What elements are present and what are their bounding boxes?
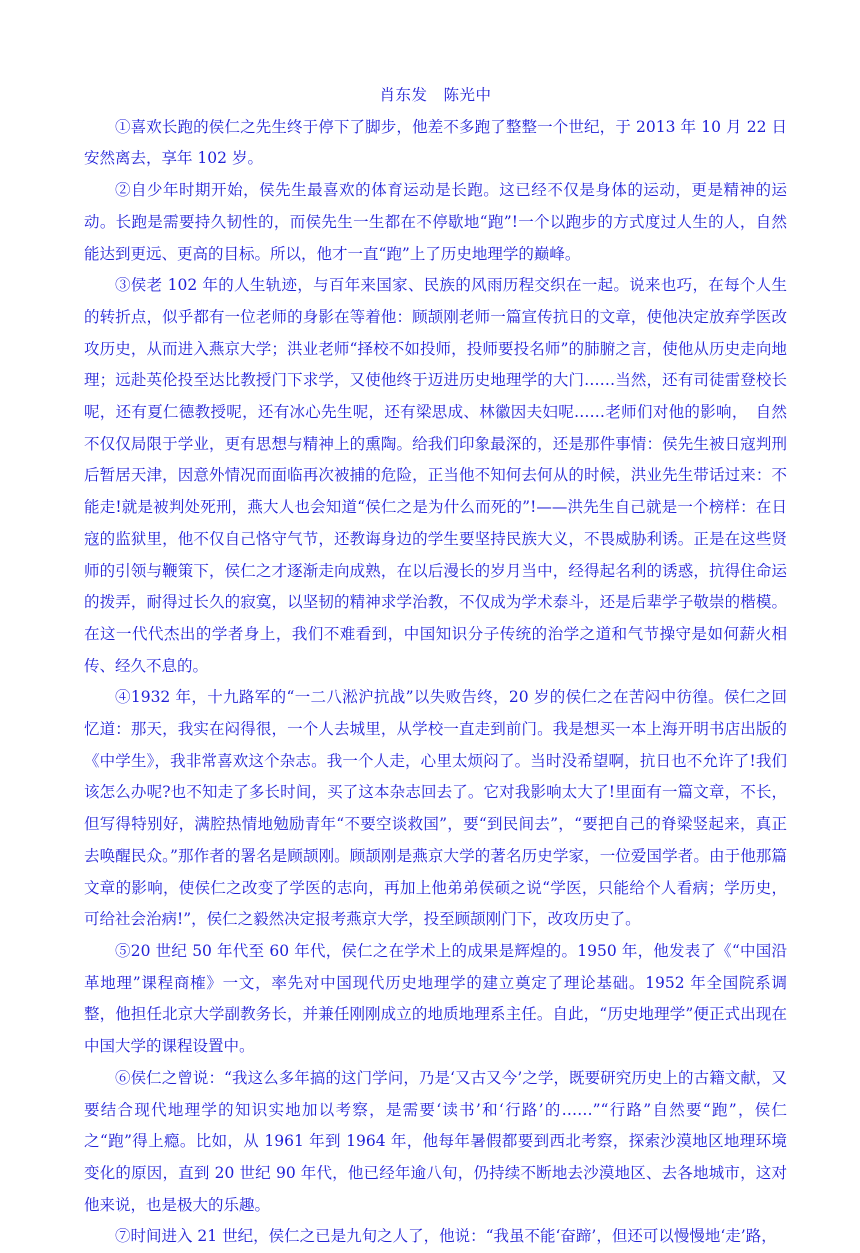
document-page — [84, 80, 787, 1253]
paragraph-6: ⑥侯仁之曾说：“我这么多年搞的这门学问，乃是‘又古又今’之学，既要研究历史上的古籍文献，又要结合现代地理学的知识实地加以考察，是需要‘读书’和‘行路’的……”“行路”自然要“跑”，侯仁之“跑”得上瘾。比如，从 1961 年到 1964 年，他每年暑假都要到西北考察，探索沙漠地区地理环境变化的原因，直到 20 世纪 90 年代，他已经年逾八旬，仍持续不断地去沙漠地区、去各地城市，这对他来说，也是极大的乐趣。 — [84, 1068, 787, 1214]
paragraph-3: ③侯老 102 年的人生轨迹，与百年来国家、民族的风雨历程交织在一起。说来也巧，在每个人生的转折点，似乎都有一位老师的身影在等着他：顾颉刚老师一篇宣传抗日的文章，使他决定放弃学医改攻历史，从而进入燕京大学；洪业老师“择校不如投师，投师要投名师”的肺腑之言，使他从历史走向地理；远赴英伦投至达比教授门下求学，又使他终于迈进历史地理学的大门……当然，还有司徒雷登校长呢，还有夏仁德教授呢，还有冰心先生呢，还有梁思成、林徽因夫妇呢……老师们对他的影响， 自然不仅仅局限于学业，更有思想与精神上的熏陶。给我们印象最深的，还是那件事情：侯先生被日寇判刑后暂居天津，因意外情况而面临再次被捕的危险，正当他不知何去何从的时候，洪业先生带话过来：不能走!就是被判处死刑，燕大人也会知道“侯仁之是为什么而死的”!——洪先生自己就是一个榜样：在日寇的监狱里，他不仅自己恪守气节，还教诲身边的学生要坚持民族大义，不畏威胁利诱。正是在这些贤师的引领与鞭策下，侯仁之才逐渐走向成熟，在以后漫长的岁月当中，经得起名利的诱惑，抗得住命运的拨弄，耐得过长久的寂寞，以坚韧的精神求学治教，不仅成为学术泰斗，还是后辈学子敬崇的楷模。在这一代代杰出的学者身上，我们不难看到，中国知识分子传统的治学之道和气节操守是如何薪火相传、经久不息的。 — [84, 276, 787, 675]
paragraph-5: ⑤20 世纪 50 年代至 60 年代，侯仁之在学术上的成果是辉煌的。1950 年，他发表了《“中国沿革地理”课程商榷》一文，率先对中国现代历史地理学的建立奠定了理论基础。1952 年全国院系调整，他担任北京大学副教务长，并兼任刚刚成立的地质地理系主任。自此，“历史地理学”便正式出现在中国大学的课程设置中。 — [84, 941, 787, 1056]
paragraph-7: ⑦时间进入 21 世纪，侯仁之已是九旬之人了，他说：“我虽不能‘奋蹄’，但还可以慢慢地‘走’路， — [115, 1227, 777, 1246]
paragraph-2: ②自少年时期开始，侯先生最喜欢的体育运动是长跑。这已经不仅是身体的运动，更是精神的运动。长跑是需要持久韧性的，而侯先生一生都在不停歇地“跑”!一个以跑步的方式度过人生的人，自然能达到更远、更高的目标。所以，他才一直“跑”上了历史地理学的巅峰。 — [84, 181, 787, 263]
paragraph-4: ④1932 年，十九路军的“一二八淞沪抗战”以失败告终，20 岁的侯仁之在苦闷中彷徨。侯仁之回忆道：那天，我实在闷得很，一个人去城里，从学校一直走到前门。我是想买一本上海开明书店出版的《中学生》，我非常喜欢这个杂志。我一个人走，心里太烦闷了。当时没希望啊，抗日也不允许了!我们该怎么办呢?也不知走了多长时间，买了这本杂志回去了。它对我影响太大了!里面有一篇文章，不长，但写得特别好，满腔热情地勉励青年“不要空谈救国”，要“到民间去”，“要把自己的脊梁竖起来，真正去唤醒民众。”那作者的署名是顾颉刚。顾颉刚是燕京大学的著名历史学家，一位爱国学者。由于他那篇文章的影响，使侯仁之改变了学医的志向，再加上他弟弟侯硕之说“学医，只能给个人看病；学历史，可给社会治病!”，侯仁之毅然决定报考燕京大学，投至顾颉刚门下，改攻历史了。 — [84, 688, 787, 929]
paragraph-1: ①喜欢长跑的侯仁之先生终于停下了脚步，他差不多跑了整整一个世纪，于 2013 年 10 月 22 日安然离去，享年 102 岁。 — [84, 117, 787, 168]
article-authors: 肖东发 陈光中 — [379, 86, 492, 104]
